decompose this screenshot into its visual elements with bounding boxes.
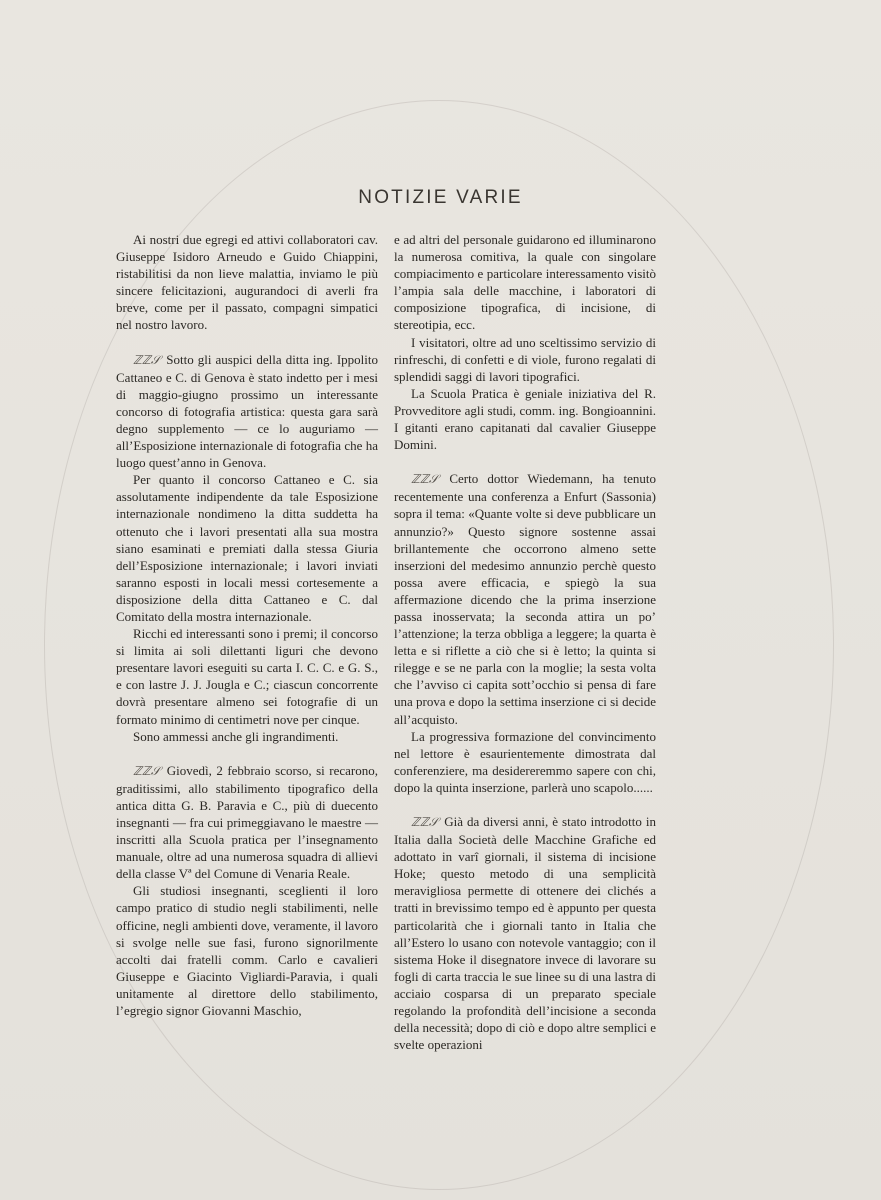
paragraph: Gli studiosi insegnanti, sceglienti il loro campo pratico di studio negli stabilimenti, nelle officine, negli ambienti dove, veramente, il lavoro si svolge nelle sue fasi, furono signorilmente accolti dai fratelli comm. Carlo e cavalieri Giuseppe e Giacinto Vigliardi-Paravia, i quali unitamente al direttore dello stabilimento, l’egregio signor Giovanni Maschio,: [116, 883, 378, 1019]
paragraph: ℤℤ𝒮 Sotto gli auspici della ditta ing. Ippolito Cattaneo e C. di Genova è stato indetto per i mesi di maggio-giugno prossimo un interessante concorso di fotografia artistica: questa gara sarà degno supplemento — ce lo auguriamo — all’Esposizione internazionale di fotografia che ha luogo quest’anno in Genova.: [116, 351, 378, 471]
page-heading: NOTIZIE VARIE: [358, 187, 523, 208]
paragraph: ℤℤ𝒮 Giovedì, 2 febbraio scorso, si recarono, graditissimi, allo stabilimento tipografico della antica ditta G. B. Paravia e C., più di duecento insegnanti — fra cui primeggiavano le maestre — inscritti alla Scuola pratica per l’insegnamento manuale, oltre ad una numerosa squadra di allievi della classe Vª del Comune di Venaria Reale.: [116, 762, 378, 882]
left-column: [116, 231, 378, 1019]
paragraph-mark-icon: ℤℤ𝒮: [133, 763, 161, 778]
paragraph: La progressiva formazione del convincimento nel lettore è esaurientemente dimostrata dal conferenziere, ma desidereremmo sapere con chi, dopo la quinta inserzione, parlerà uno scapolo......: [394, 728, 656, 795]
paragraph-mark-icon: ℤℤ𝒮: [411, 472, 439, 487]
paragraph: ℤℤ𝒮 Già da diversi anni, è stato introdotto in Italia dalla Società delle Macchine Grafiche ed adottato in varî giornali, il sistema di incisione Hoke; questo metodo di una semplicità meravigliosa permette di ottenere dei clichés a tratti in brevissimo tempo ed è appunto per questa particolarità che i giornali tanto in Italia che all’Estero lo usano con notevole vantaggio; con il sistema Hoke il disegnatore invece di lavorare su fogli di carta traccia le sue linee su di una lastra di acciaio cosparsa di un preparato speciale regolando la profondità dell’incisione a seconda della necessità; dopo di ciò e dopo altre semplici e svelte operazioni: [394, 814, 657, 1053]
paragraph: ℤℤ𝒮 Certo dottor Wiedemann, ha tenuto recentemente una conferenza a Enfurt (Sassonia) sopra il tema: «Quante volte si deve pubblicare un annunzio?» Questo signore sostenne assai brillantemente che occorrono almeno sette inserzioni del medesimo annunzio perchè questo possa avere efficacia, e spiegò la sua affermazione dicendo che la prima inserzione passa inosservata; la seconda attira un po’ l’attenzione; la terza obbliga a leggere; la quarta è letta e si riflette a ciò che si è letto; la quinta si rilegge e se ne parla con la moglie; la sesta volta che l’avviso ci capita sott’occhio si pensa di fare una prova e dopo la settima inserzione ci si decide all’acquisto.: [394, 471, 657, 727]
paragraph-mark-icon: ℤℤ𝒮: [133, 352, 161, 367]
paragraph: Ai nostri due egregi ed attivi collaboratori cav. Giuseppe Isidoro Arneudo e Guido Chiappini, ristabilitisi da non lieve malattia, inviamo le più sincere felicitazioni, augurandoci di averli fra breve, come per il passato, compagni simpatici nel nostro lavoro.: [116, 232, 378, 333]
paragraph: Per quanto il concorso Cattaneo e C. sia assolutamente indipendente da tale Esposizione internazionale nondimeno la ditta suddetta ha ottenuto che i lavori presentati alla sua mostra siano esaminati e premiati dalla stessa Giuria dell’Esposizione internazionale; i lavori inviati saranno esposti in locali messi cortesemente a disposizione della ditta Cattaneo e C. dal Comitato della mostra internazionale.: [116, 472, 378, 624]
paragraph: e ad altri del personale guidarono ed illuminarono la numerosa comitiva, la quale con singolare compiacimento e particolare interessamento visitò l’ampia sala delle macchine, i laboratori di composizione tipografica, di incisione, di stereotipia, ecc.: [394, 232, 656, 333]
paragraph: I visitatori, oltre ad uno sceltissimo servizio di rinfreschi, di confetti e di viole, furono regalati di splendidi saggi di lavori tipografici.: [394, 334, 656, 384]
paragraph: La Scuola Pratica è geniale iniziativa del R. Provveditore agli studi, comm. ing. Bongioannini. I gitanti erano capitanati dal cavalier Giuseppe Domini.: [394, 385, 656, 453]
right-column: [394, 231, 656, 1053]
paragraph: Ricchi ed interessanti sono i premi; il concorso si limita ai soli dilettanti liguri che devono presentare lavori eseguiti su carta I. C. C. e G. S., e con lastre J. J. Jougla e C.; ciascun concorrente dovrà presentare almeno sei fotografie di un formato minimo di centimetri nove per cinque.: [116, 626, 378, 727]
paragraph-mark-icon: ℤℤ𝒮: [411, 815, 439, 829]
paragraph: Sono ammessi anche gli ingrandimenti.: [133, 728, 339, 744]
